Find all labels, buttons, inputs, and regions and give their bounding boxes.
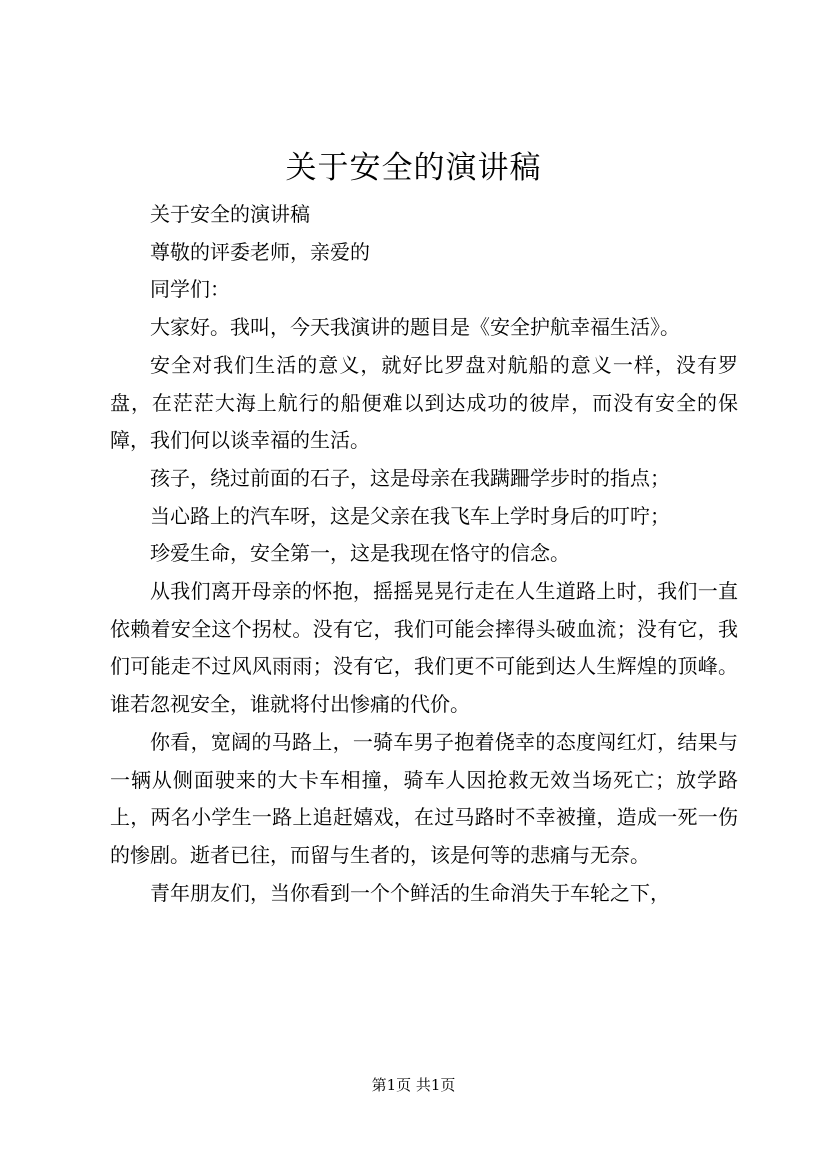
paragraph: 你看，宽阔的马路上，一骑车男子抱着侥幸的态度闯红灯，结果与一辆从侧面驶来的大卡车相撞，骑车人因抢救无效当场死亡；放学路上，两名小学生一路上追赶嬉戏，在过马路时不幸被撞，造成一死一伤的惨剧。逝者已往，而留与生者的，该是何等的悲痛与无奈。 bbox=[110, 729, 738, 867]
page-footer: 第1页 共1页 bbox=[371, 1076, 456, 1094]
paragraph: 当心路上的汽车呀，这是父亲在我飞车上学时身后的叮咛； bbox=[150, 503, 670, 528]
paragraph: 孩子，绕过前面的石子，这是母亲在我蹒跚学步时的指点； bbox=[150, 465, 670, 490]
paragraph: 从我们离开母亲的怀抱，摇摇晃晃行走在人生道路上时，我们一直依赖着安全这个拐杖。没有它，我们可能会摔得头破血流；没有它，我们可能走不过风风雨雨；没有它，我们更不可能到达人生辉煌的顶峰。谁若忽视安全，谁就将付出惨痛的代价。 bbox=[110, 579, 738, 717]
paragraph: 大家好。我叫，今天我演讲的题目是《安全护航幸福生活》。 bbox=[150, 315, 680, 340]
document-body bbox=[110, 196, 738, 912]
paragraph: 珍爱生命，安全第一，这是我现在恪守的信念。 bbox=[150, 541, 570, 566]
document-title: 关于安全的演讲稿 bbox=[285, 150, 542, 186]
paragraph: 安全对我们生活的意义，就好比罗盘对航船的意义一样，没有罗盘，在茫茫大海上航行的船便难以到达成功的彼岸，而没有安全的保障，我们何以谈幸福的生活。 bbox=[110, 352, 738, 453]
paragraph: 尊敬的评委老师，亲爱的 bbox=[150, 239, 370, 264]
paragraph: 青年朋友们，当你看到一个个鲜活的生命消失于车轮之下， bbox=[150, 880, 670, 905]
paragraph: 关于安全的演讲稿 bbox=[150, 202, 310, 226]
paragraph: 同学们： bbox=[150, 277, 230, 302]
